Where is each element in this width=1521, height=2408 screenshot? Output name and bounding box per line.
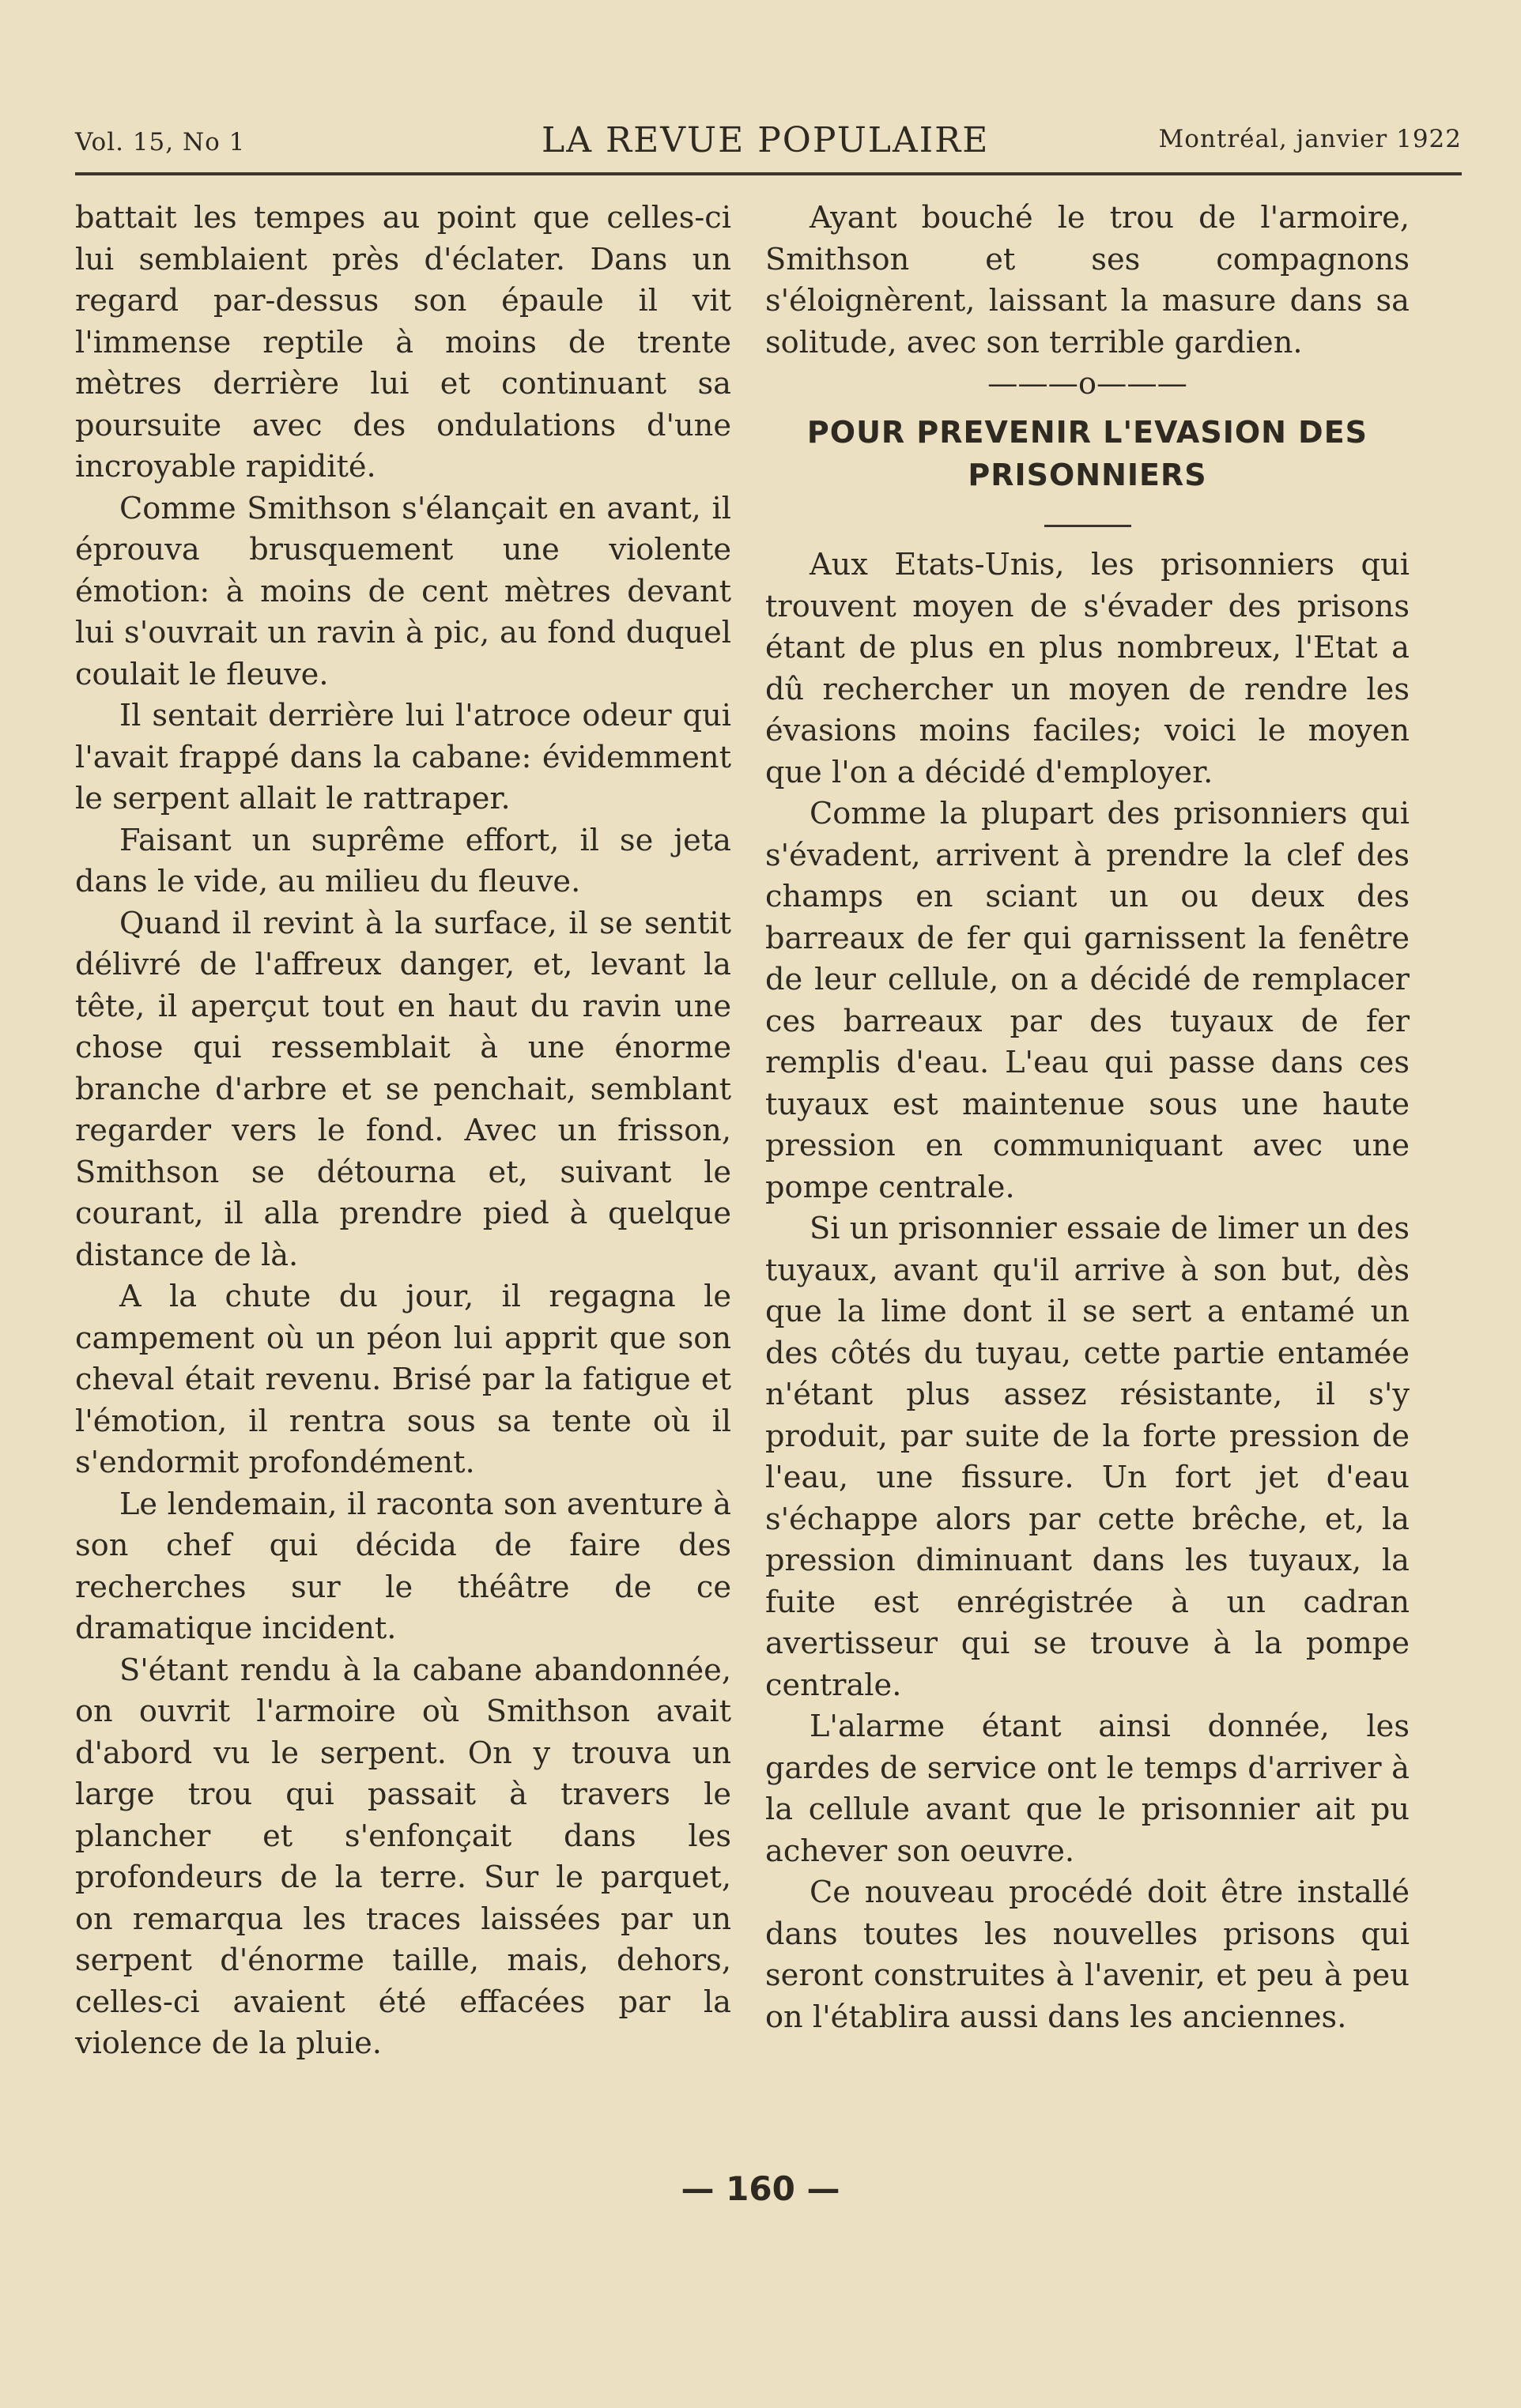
paragraph: Si un prisonnier essaie de limer un des tuyaux, avant qu'il arrive à son but, dès que la lime dont il se sert a entamé un des côtés du tuyau, cette partie entamée n'étant plus assez résistante, il s'y produit, par suite de la forte pression de l'eau, une fissure. Un fort jet d'eau s'échappe alors par cette brêche, et, la pression diminuant dans les tuyaux, la fuite est enrégistrée à un cadran avertisseur qui se trouve à la pompe centrale. (765, 1211, 1410, 1703)
issue-date: Montréal, janvier 1922 (1158, 125, 1462, 153)
paragraph: Le lendemain, il raconta son aventure à son chef qui décida de faire des recherches sur le théâtre de ce dramatique incident. (75, 1486, 731, 1646)
volume-number: Vol. 15, No 1 (75, 128, 246, 156)
paragraph: Faisant un suprême effort, il se jeta dans le vide, au milieu du fleuve. (75, 822, 731, 899)
paragraph: Ce nouveau procédé doit être installé dans toutes les nouvelles prisons qui seront construites à l'avenir, et peu à peu on l'établira aussi dans les anciennes. (765, 1875, 1410, 2035)
paragraph: Il sentait derrière lui l'atroce odeur qui l'avait frappé dans la cabane: évidemment le serpent allait le rattraper. (75, 698, 731, 816)
paragraph: Aux Etats-Unis, les prisonniers qui trouvent moyen de s'évader des prisons étant de plus en plus nombreux, l'Etat a dû rechercher un moyen de rendre les évasions moins faciles; voici le moyen que l'on a décidé d'employer. (765, 547, 1410, 790)
page-number: — 160 — (681, 2169, 840, 2208)
right-column (765, 198, 1410, 2038)
paragraph: Quand il revint à la surface, il se sentit délivré de l'affreux danger, et, levant la tête, il aperçut tout en haut du ravin une chose qui ressemblait à une énorme branche d'arbre et se penchait, semblant regarder vers le fond. Avec un frisson, Smithson se détourna et, suivant le courant, il alla prendre pied à quelque distance de là. (75, 905, 731, 1273)
header-rule (75, 172, 1462, 175)
paragraph: A la chute du jour, il regagna le campement où un péon lui apprit que son cheval était revenu. Brisé par la fatigue et l'émotion, il rentra sous sa tente où il s'endormit profondément. (75, 1279, 731, 1480)
paragraph: battait les tempes au point que celles-ci lui semblaient près d'éclater. Dans un regard par-dessus son épaule il vit l'immense reptile à moins de trente mètres derrière lui et continuant sa poursuite avec des ondulations d'une incroyable rapidité. (75, 200, 731, 484)
left-column (75, 198, 731, 2065)
page-header (75, 111, 1462, 174)
section-separator: ———o——— (987, 366, 1187, 401)
paragraph: Comme la plupart des prisonniers qui s'évadent, arrivent à prendre la clef des champs en sciant un ou deux des barreaux de fer qui garnissent la fenêtre de leur cellule, on a décidé de remplacer ces barreaux par des tuyaux de fer remplis d'eau. L'eau qui passe dans ces tuyaux est maintenue sous une haute pression en communiquant avec une pompe centrale. (765, 796, 1410, 1205)
paragraph: S'étant rendu à la cabane abandonnée, on ouvrit l'armoire où Smithson avait d'abord vu le serpent. On y trouva un large trou qui passait à travers le plancher et s'enfonçait dans les profondeurs de la terre. Sur le parquet, on remarqua les traces laissées par un serpent d'énorme taille, mais, dehors, celles-ci avaient été effacées par la violence de la pluie. (75, 1652, 731, 2061)
paragraph: L'alarme étant ainsi donnée, les gardes de service ont le temps d'arriver à la cellule avant que le prisonnier ait pu achever son oeuvre. (765, 1709, 1410, 1869)
publication-title: LA REVUE POPULAIRE (542, 120, 990, 160)
paragraph: Comme Smithson s'élançait en avant, il éprouva brusquement une violente émotion: à moins de cent mètres devant lui s'ouvrait un ravin à pic, au fond duquel coulait le fleuve. (75, 490, 731, 692)
title-rule (1044, 525, 1131, 527)
paragraph: Ayant bouché le trou de l'armoire, Smithson et ses compagnons s'éloignèrent, laissant la masure dans sa solitude, avec son terrible gardien. (765, 200, 1410, 360)
article-title: POUR PREVENIR L'EVASION DES PRISONNIERS (806, 415, 1368, 492)
